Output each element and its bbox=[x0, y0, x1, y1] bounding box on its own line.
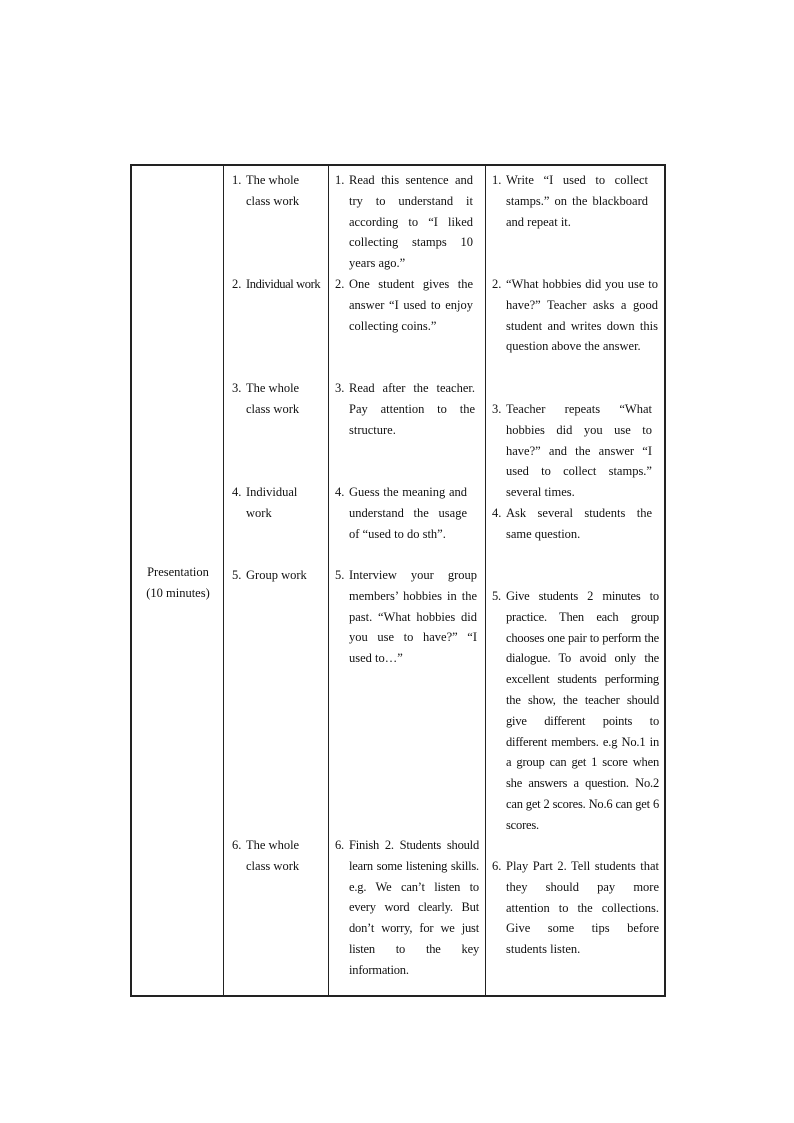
student-activity-text: Read after the teacher. Pay attention to the structure. bbox=[349, 381, 475, 437]
teacher-activity-text: “What hobbies did you use to have?” Teacher asks a good student and writes down this question above the answer. bbox=[506, 277, 658, 354]
item-number: 2. bbox=[335, 277, 345, 291]
teacher-activity-text: Give students 2 minutes to practice. Then each group chooses one pair to perform the dialogue. To avoid only the excellent students performing the show, the teacher should give different points to different members. e.g No.1 in a group can get 1 score when she answers a question. No.2 can get 2 scores. No.6 can get 6 scores. bbox=[506, 589, 659, 832]
item-number: 4. bbox=[232, 485, 242, 499]
student-activity-text: Read this sentence and try to understand it according to “I liked collecting stamps 10 years ago.” bbox=[349, 173, 473, 271]
teacher-activity-item bbox=[492, 399, 652, 503]
teacher-activity-text: Teacher repeats “What hobbies did you use to have?” and the answer “I used to collect stamps.” several times. bbox=[506, 402, 652, 500]
student-activity-item bbox=[335, 274, 473, 336]
item-number: 6. bbox=[232, 838, 242, 852]
form-item bbox=[232, 835, 326, 877]
item-number: 3. bbox=[492, 402, 502, 416]
teacher-activity-text: Write “I used to collect stamps.” on the blackboard and repeat it. bbox=[506, 173, 648, 229]
form-item bbox=[232, 378, 326, 420]
student-activity-item bbox=[335, 482, 467, 544]
form-text: Group work bbox=[246, 568, 307, 582]
teacher-activity-item bbox=[492, 586, 659, 836]
student-activity-item bbox=[335, 170, 473, 274]
teacher-activity-text: Play Part 2. Tell students that they should pay more attention to the collections. Give some tips before students listen. bbox=[506, 859, 659, 957]
form-item bbox=[232, 170, 326, 212]
item-number: 5. bbox=[232, 568, 242, 582]
item-number: 4. bbox=[335, 485, 345, 499]
form-item bbox=[232, 274, 328, 295]
student-activity-text: Finish 2. Students should learn some listening skills. e.g. We can’t listen to every word clearly. But don’t worry, for we just listen to the key information. bbox=[349, 838, 479, 977]
student-activity-text: Guess the meaning and understand the usage of “used to do sth”. bbox=[349, 485, 467, 541]
item-number: 6. bbox=[492, 859, 502, 873]
student-activity-text: Interview your group members’ hobbies in the past. “What hobbies did you use to have?” “I used to…” bbox=[349, 568, 477, 666]
form-text: The whole class work bbox=[246, 173, 300, 208]
student-activity-item bbox=[335, 378, 475, 440]
item-number: 2. bbox=[492, 277, 502, 291]
form-item bbox=[232, 565, 326, 586]
teacher-activity-item bbox=[492, 503, 652, 545]
teacher-activity-text: Ask several students the same question. bbox=[506, 506, 652, 541]
column-divider bbox=[328, 166, 329, 995]
stage-label bbox=[132, 562, 224, 604]
lesson-plan-table bbox=[130, 164, 666, 997]
item-number: 1. bbox=[232, 173, 242, 187]
teacher-activity-item bbox=[492, 170, 648, 232]
item-number: 1. bbox=[335, 173, 345, 187]
stage-name: Presentation bbox=[147, 565, 209, 579]
form-text: The whole class work bbox=[246, 381, 300, 416]
item-number: 6. bbox=[335, 838, 344, 852]
item-number: 5. bbox=[335, 568, 345, 582]
item-number: 3. bbox=[335, 381, 345, 395]
student-activity-item bbox=[335, 565, 477, 669]
form-text: Individual work bbox=[246, 277, 321, 291]
item-number: 1. bbox=[492, 173, 502, 187]
item-number: 2. bbox=[232, 277, 242, 291]
item-number: 3. bbox=[232, 381, 242, 395]
column-divider bbox=[485, 166, 486, 995]
item-number: 4. bbox=[492, 506, 502, 520]
stage-duration: (10 minutes) bbox=[146, 586, 210, 600]
item-number: 5. bbox=[492, 589, 501, 603]
form-item bbox=[232, 482, 316, 524]
teacher-activity-item bbox=[492, 274, 658, 357]
student-activity-item bbox=[335, 835, 479, 981]
form-text: The whole class work bbox=[246, 838, 300, 873]
form-text: Individual work bbox=[246, 485, 298, 520]
teacher-activity-item bbox=[492, 856, 659, 960]
student-activity-text: One student gives the answer “I used to enjoy collecting coins.” bbox=[349, 277, 473, 333]
